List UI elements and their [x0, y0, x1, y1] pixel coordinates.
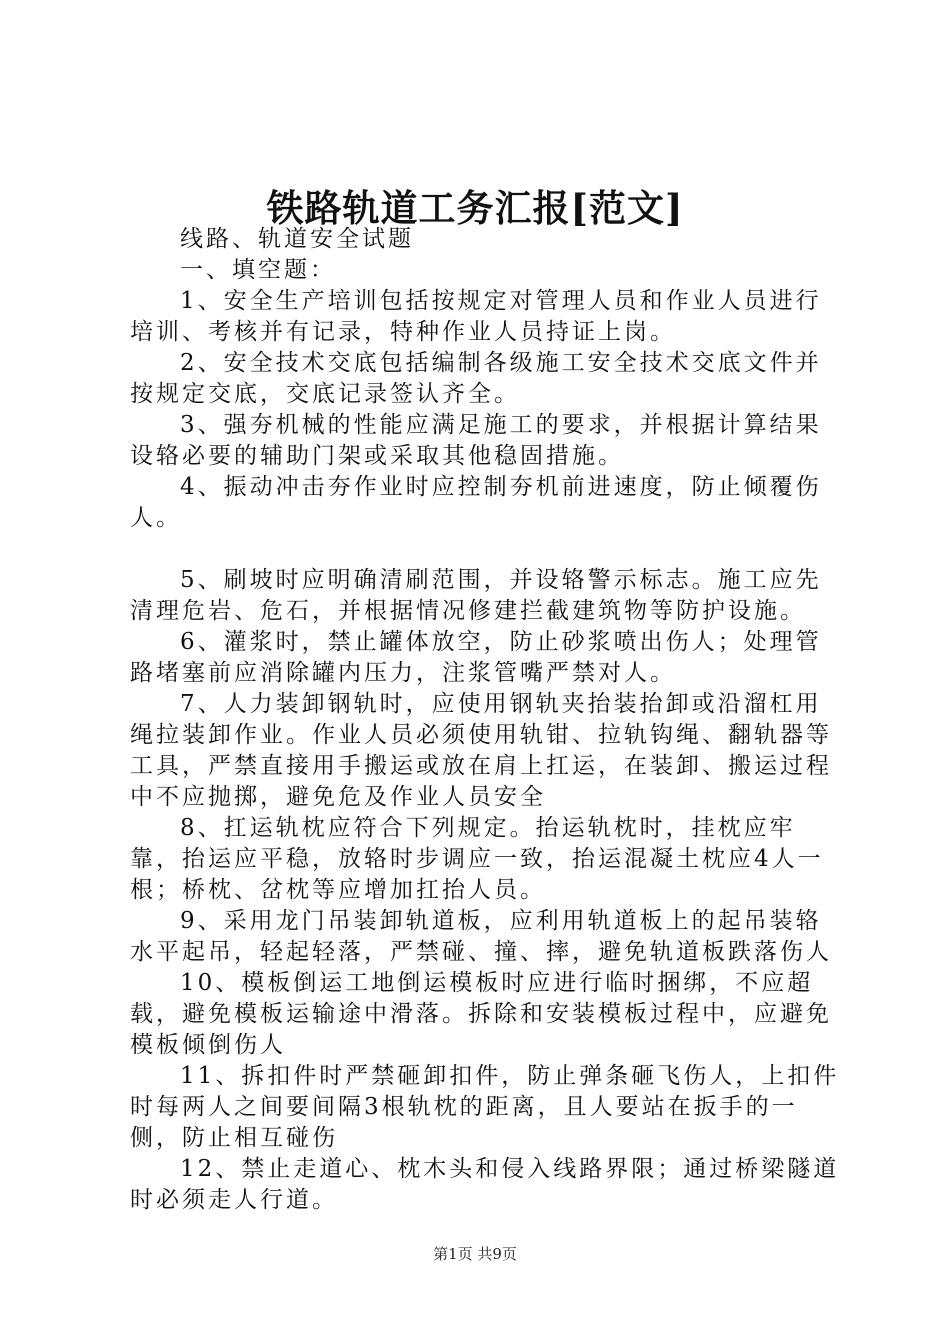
document-body [130, 224, 842, 1216]
paragraph-item-5: 5、刷坡时应明确清刷范围，并设辂警示标志。施工应先清理危岩、危石，并根据情况修建拦截建筑物等防护设施。 [130, 567, 822, 624]
paragraph-item-6: 6、灌浆时，禁止罐体放空，防止砂浆喷出伤人；处理管路堵塞前应消除罐内压力，注浆管嘴严禁对人。 [130, 629, 822, 686]
paragraph-section-heading: 一、填空题： [180, 257, 336, 283]
paragraph-item-8: 8、扛运轨枕应符合下列规定。抬运轨枕时，挂枕应牢靠，抬运应平稳，放辂时步调应一致，抬运混凝土枕应4人一根；桥枕、岔枕等应增加扛抬人员。 [130, 815, 824, 903]
paragraph-item-10: 10、模板倒运工地倒运模板时应进行临时捆绑，不应超载，避免模板运输途中滑落。拆除和安装模板过程中，应避免模板倾倒伤人 [130, 970, 832, 1058]
paragraph-subtitle: 线路、轨道安全试题 [180, 226, 414, 252]
paragraph-item-7: 7、人力装卸钢轨时，应使用钢轨夹抬装抬卸或沿溜杠用绳拉装卸作业。作业人员必须使用轨钳、拉轨钩绳、翻轨器等工具，严禁直接用手搬运或放在肩上扛运，在装卸、搬运过程中不应抛掷，避免危及作业人员安全 [130, 691, 832, 810]
document-title: 铁路轨道工务汇报[范文] [266, 186, 684, 230]
paragraph-item-3: 3、强夯机械的性能应满足施工的要求，并根据计算结果设辂必要的辅助门架或采取其他稳固措施。 [130, 412, 822, 469]
paragraph-item-12: 12、禁止走道心、枕木头和侵入线路界限；通过桥梁隧道时必须走人行道。 [130, 1156, 840, 1213]
page-footer: 第1页 共9页 [433, 1245, 517, 1263]
paragraph-item-4: 4、振动冲击夯作业时应控制夯机前进速度，防止倾覆伤人。 [130, 474, 822, 531]
paragraph-item-1: 1、安全生产培训包括按规定对管理人员和作业人员进行培训、考核并有记录，特种作业人员持证上岗。 [130, 288, 822, 345]
paragraph-item-11: 11、拆扣件时严禁砸卸扣件，防止弹条砸飞伤人，上扣件时每两人之间要间隔3根轨枕的距离，且人要站在扳手的一侧，防止相互碰伤 [130, 1063, 840, 1151]
paragraph-item-9: 9、采用龙门吊装卸轨道板，应利用轨道板上的起吊装辂水平起吊，轻起轻落，严禁碰、撞、摔，避免轨道板跌落伤人 [130, 908, 832, 965]
paragraph-item-2: 2、安全技术交底包括编制各级施工安全技术交底文件并按规定交底，交底记录签认齐全。 [130, 350, 822, 407]
